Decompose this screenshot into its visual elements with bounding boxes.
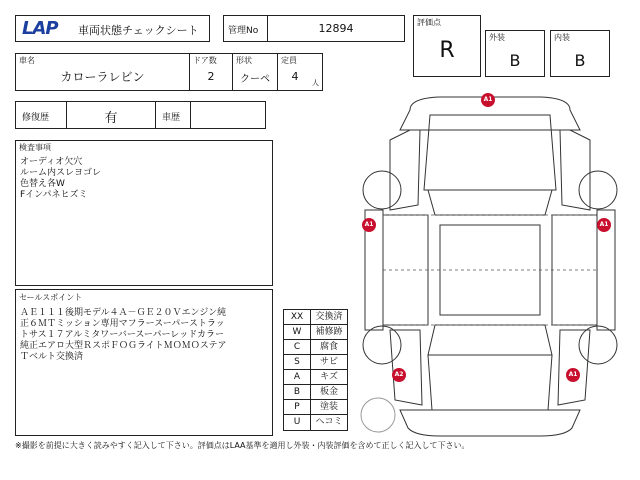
repair-history-value: 有 — [104, 111, 118, 126]
repair-history-label-cell — [15, 101, 67, 129]
exterior-grade-box — [485, 30, 545, 77]
legend-code: P — [284, 400, 311, 414]
legend-name: キズ — [320, 372, 338, 382]
sales-line-5: Ｔベルト交換済 — [20, 352, 84, 362]
damage-legend-table — [283, 309, 348, 431]
right-front-fender — [560, 130, 590, 210]
legend-name: ヘコミ — [315, 417, 343, 427]
hood-outline — [424, 115, 556, 190]
vehicle-history-label-cell — [155, 101, 191, 129]
interior-grade-label: 内装 — [554, 33, 570, 42]
laa-logo: LAP — [22, 18, 58, 39]
sales-line-4: 純正エアロ大型ＲスポＦＯＧライトＭＯＭＯステア — [20, 341, 227, 351]
sales-points-box — [15, 289, 273, 436]
body-shape-cell — [232, 53, 278, 91]
sales-line-3: トサス１７アルミタワーバースーパーレッドカラー — [20, 330, 224, 340]
legend-code: W — [284, 325, 311, 339]
right-front-wheel — [579, 171, 617, 209]
right-rear-wheel — [579, 326, 617, 364]
legend-code: S — [284, 355, 311, 369]
car-name-value: カローラレビン — [60, 70, 145, 84]
left-front-fender — [390, 130, 420, 210]
vehicle-history-label: 車歴 — [162, 113, 181, 123]
repair-history-label: 修復歴 — [22, 113, 50, 123]
inspection-line-1: オーディオ欠穴 — [20, 157, 83, 167]
damage-mark-left-rear: A2 — [392, 368, 406, 382]
legend-name: 腐食 — [319, 342, 338, 352]
legend-row — [284, 400, 347, 415]
mgmt-no-value-cell — [267, 15, 405, 42]
inspection-line-3: 色替え各W — [20, 179, 65, 189]
legend-name: 補修跡 — [315, 327, 343, 337]
legend-row — [284, 385, 347, 400]
legend-name: サビ — [319, 357, 338, 367]
windshield-outline — [428, 190, 552, 215]
trunk-outline — [428, 355, 552, 410]
history-row — [15, 101, 265, 129]
rear-window-outline — [428, 325, 552, 355]
inspection-line-4: Fインパネヒズミ — [20, 190, 88, 200]
overall-grade-box — [413, 15, 481, 77]
damage-mark-right-rear: A1 — [566, 368, 580, 382]
overall-grade-label: 評価点 — [417, 18, 441, 27]
exterior-grade-value: B — [509, 51, 521, 70]
repair-history-value-cell — [66, 101, 156, 129]
mgmt-no-label: 管理No — [228, 26, 259, 36]
overall-grade-value: R — [439, 38, 455, 63]
damage-mark-left-side: A1 — [362, 218, 376, 232]
legend-code: C — [284, 340, 311, 354]
door-count-label: ドア数 — [193, 56, 217, 65]
inspection-notes-box — [15, 140, 273, 286]
inspection-notes-label: 検査事項 — [19, 143, 51, 152]
footer-note: ※撮影を前提に大きく読みやすく記入して下さい。評価点はLAA基準を適用し外装・内装評価を含めて正しく記入して下さい。 — [15, 441, 470, 450]
left-door — [383, 215, 428, 325]
capacity-value: 4 — [291, 70, 299, 83]
sales-line-2: 正６ＭＴミッション専用マフラースーパーストラッ — [20, 319, 225, 329]
left-rear-fender — [390, 330, 422, 405]
car-name-cell — [15, 53, 190, 91]
body-shape-label: 形状 — [236, 56, 252, 65]
sales-points-label: セールスポイント — [19, 293, 83, 302]
capacity-label: 定員 — [281, 56, 297, 65]
car-name-label: 車名 — [19, 56, 35, 65]
legend-row — [284, 355, 347, 370]
logo-title-box — [15, 15, 210, 42]
damage-mark-right-side: A1 — [597, 218, 611, 232]
legend-code: U — [284, 415, 311, 430]
inspection-line-2: ルーム内スレヨゴレ — [20, 168, 102, 178]
capacity-unit: 人 — [312, 79, 319, 87]
legend-row — [284, 325, 347, 340]
sales-line-1: ＡＥ１１１後期モデル４Ａ－ＧＥ２０Ｖエンジン純 — [20, 308, 227, 318]
roof-outline — [440, 225, 540, 315]
damage-mark-front-bumper: A1 — [481, 93, 495, 107]
spare-tire — [361, 398, 395, 432]
interior-grade-value: B — [574, 51, 586, 70]
doc-title: 車両状態チェックシート — [78, 24, 199, 37]
mgmt-no-label-cell — [223, 15, 268, 42]
legend-name: 板金 — [319, 387, 338, 397]
legend-name: 交換済 — [315, 312, 343, 322]
door-count-value: 2 — [207, 70, 215, 83]
legend-code: A — [284, 370, 311, 384]
legend-name: 塗装 — [319, 402, 338, 412]
interior-grade-box — [550, 30, 610, 77]
legend-row — [284, 370, 347, 385]
legend-row — [284, 310, 347, 325]
legend-code: XX — [284, 310, 311, 324]
exterior-grade-label: 外装 — [489, 33, 505, 42]
left-rear-wheel — [363, 326, 401, 364]
capacity-cell — [277, 53, 323, 91]
legend-row — [284, 415, 347, 430]
door-count-cell — [189, 53, 233, 91]
legend-row — [284, 340, 347, 355]
legend-code: B — [284, 385, 311, 399]
left-front-wheel — [363, 171, 401, 209]
mgmt-no-value: 12894 — [318, 22, 354, 35]
right-door — [552, 215, 597, 325]
rear-bumper-outline — [400, 410, 580, 436]
vehicle-history-value-cell — [190, 101, 266, 129]
body-shape-value: クーペ — [240, 74, 270, 85]
